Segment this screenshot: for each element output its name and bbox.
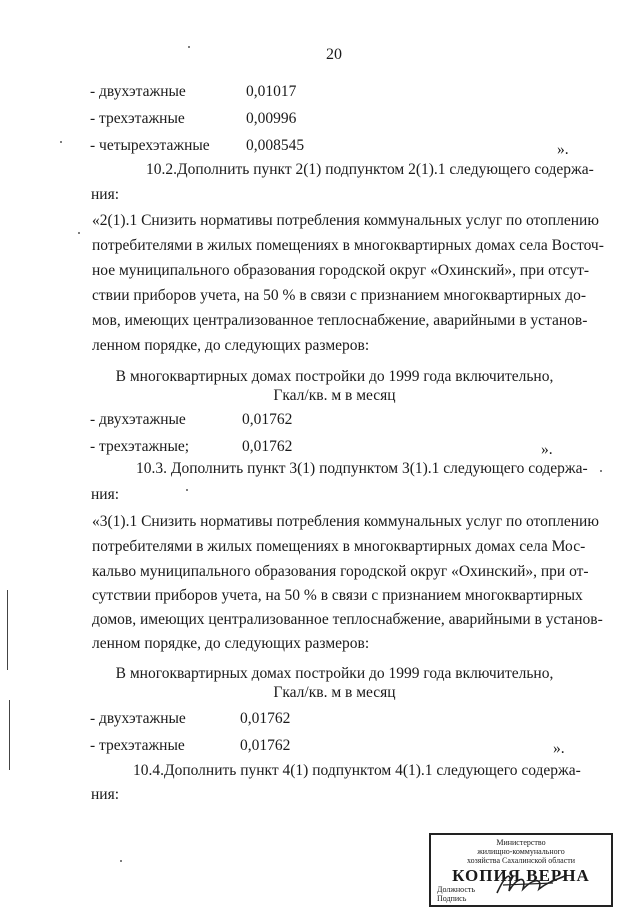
quote-3-unit: Гкал/кв. м в месяц — [273, 684, 396, 701]
scan-speck — [188, 46, 190, 48]
quote-3-row-value: 0,01762 — [240, 710, 291, 727]
scan-edge-line — [9, 700, 10, 770]
quote-3-line: «3(1).1 Снизить нормативы потребления коммунальных услуг по отоплению — [92, 513, 599, 530]
quote-3-row-label: - двухэтажные — [90, 710, 186, 727]
stamp-signature-label: Подпись — [437, 894, 467, 903]
scan-speck — [600, 470, 602, 472]
section-10-2-line: 10.2.Дополнить пункт 2(1) подпунктом 2(1).1 следующего содержа- — [146, 161, 594, 178]
quote-3-line: кальво муниципального образования городской округ «Охинский», при от- — [92, 563, 589, 580]
list-item-value: 0,008545 — [246, 137, 305, 154]
section-10-4-line: ния: — [91, 786, 120, 803]
quote-3-line: ленном порядке, до следующих размеров: — [92, 635, 370, 652]
signature-scribble — [493, 869, 573, 899]
quote-2-row-value: 0,01762 — [242, 411, 293, 428]
stamp-line: хозяйства Сахалинской области — [466, 856, 576, 865]
scan-speck — [60, 141, 62, 143]
quote-2-row-label: - трехэтажные; — [90, 438, 190, 455]
section-10-2-line: ния: — [91, 186, 120, 203]
quote-3-line: домов, имеющих централизованное теплоснабжение, аварийными в установ- — [92, 611, 603, 628]
quote-2-line: ленном порядке, до следующих размеров: — [92, 337, 370, 354]
scan-speck — [186, 489, 188, 491]
quote-2-line: ствии приборов учета, на 50 % в связи с признанием многоквартирных до- — [92, 287, 587, 304]
quote-2-row-label: - двухэтажные — [90, 411, 186, 428]
scan-speck — [120, 860, 122, 862]
stamp-line: Министерство — [496, 838, 546, 847]
scan-speck — [78, 232, 80, 234]
stamp-line: жилищно-коммунального — [477, 847, 565, 856]
page-number: 20 — [326, 46, 342, 63]
quote-2-row-value: 0,01762 — [242, 438, 293, 455]
quote-3-line: потребителями в жилых помещениях в многоквартирных домах села Мос- — [92, 538, 586, 555]
list-item-value: 0,01017 — [246, 83, 297, 100]
quote-2-line: мов, имеющих централизованное теплоснабжение, аварийными в установ- — [92, 312, 588, 329]
quote-2-line: потребителями в жилых помещениях в многоквартирных домах села Восточ- — [92, 237, 604, 254]
stamp-title: КОПИЯ ВЕРНА — [452, 866, 590, 885]
quote-2-line: «2(1).1 Снизить нормативы потребления коммунальных услуг по отоплению — [92, 212, 599, 229]
quote-3-heading: В многоквартирных домах постройки до 1999 года включительно, — [115, 665, 554, 682]
quote-2-line: ное муниципального образования городской округ «Охинский», при отсут- — [92, 262, 589, 279]
quote-3-line: сутствии приборов учета, на 50 % в связи с признанием многоквартирных — [92, 587, 583, 604]
section-10-3-line: 10.3. Дополнить пункт 3(1) подпунктом 3(1).1 следующего содержа- — [136, 460, 588, 477]
quote-2-heading: В многоквартирных домах постройки до 1999 года включительно, — [115, 368, 554, 385]
section-10-4-line: 10.4.Дополнить пункт 4(1) подпунктом 4(1).1 следующего содержа- — [133, 762, 581, 779]
closing-quote: ». — [541, 441, 553, 458]
list-item-value: 0,00996 — [246, 110, 297, 127]
quote-3-row-label: - трехэтажные — [90, 737, 185, 754]
scan-edge-line — [7, 590, 8, 670]
list-item-label: - трехэтажные — [90, 110, 185, 127]
list-item-label: - двухэтажные — [90, 83, 186, 100]
list-item-label: - четырехэтажные — [90, 137, 210, 154]
closing-quote: ». — [553, 740, 565, 757]
stamp-position-label: Должность — [437, 885, 476, 894]
quote-3-row-value: 0,01762 — [240, 737, 291, 754]
quote-2-unit: Гкал/кв. м в месяц — [273, 387, 396, 404]
closing-quote: ». — [557, 141, 569, 158]
section-10-3-line: ния: — [91, 486, 120, 503]
